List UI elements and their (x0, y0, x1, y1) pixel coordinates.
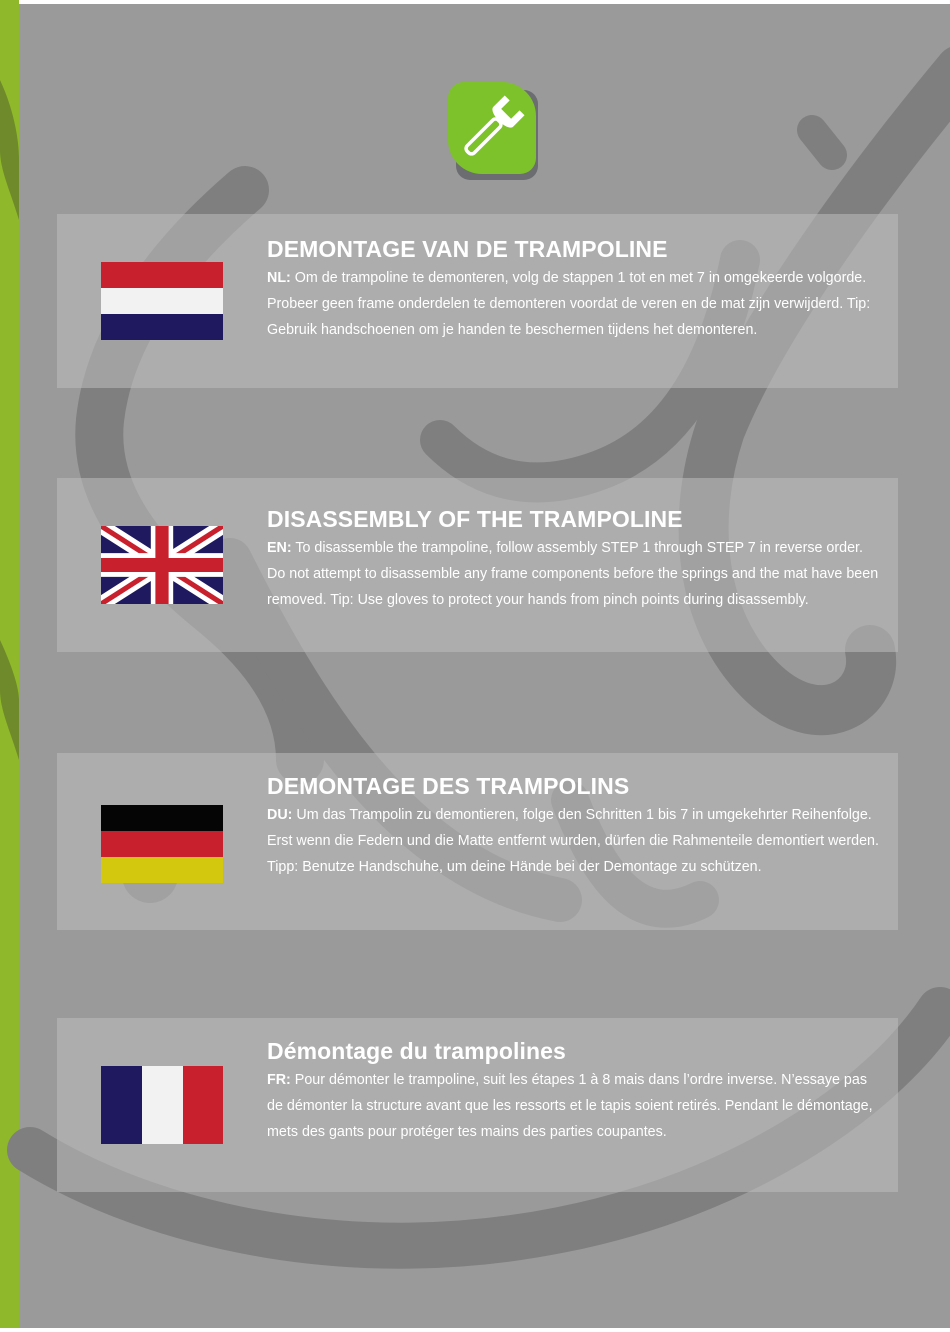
instruction-text: Um das Trampolin zu demontieren, folge den Schritten 1 bis 7 in umgekehrter Reihenfolge. Erst wenn die Federn und die Matte entfernt wurden, dürfen die Rahmenteile demontiert werden. Tipp: Benutze Handschuhe, um deine Hände bei der Demontage zu schützen. (267, 807, 879, 875)
section-fr (57, 1018, 898, 1192)
section-heading: DISASSEMBLY OF THE TRAMPOLINE (267, 506, 683, 532)
wrench-icon (448, 82, 536, 174)
language-prefix: EN: (267, 540, 292, 556)
netherlands-flag (101, 262, 223, 340)
instruction-text: Om de trampoline te demonteren, volg de stappen 1 tot en met 7 in omgekeerde volgorde. Probeer geen frame onderdelen te demonteren voordat de veren en de mat zijn verwijderd. Tip: Gebruik handschoenen om je handen te beschermen tijdens het demonteren. (267, 270, 871, 338)
instruction-text: To disassemble the trampoline, follow assembly STEP 1 through STEP 7 in reverse order. Do not attempt to disassemble any frame components before the springs and the mat have been removed. Tip: Use gloves to protect your hands from pinch points during disassembly. (267, 540, 879, 608)
section-nl (57, 214, 898, 388)
united-kingdom-flag (101, 526, 223, 604)
section-heading: DEMONTAGE VAN DE TRAMPOLINE (267, 236, 668, 262)
bottom-edge (0, 1328, 950, 1332)
language-prefix: DU: (267, 807, 293, 823)
section-text (267, 802, 885, 880)
language-prefix: FR: (267, 1072, 291, 1088)
section-en (57, 478, 898, 652)
section-heading: Démontage du trampolines (267, 1038, 566, 1064)
section-text (267, 1067, 885, 1145)
section-de (57, 753, 898, 930)
instruction-text: Pour démonter le trampoline, suit les étapes 1 à 8 mais dans l’ordre inverse. N’essaye pas de démonter la structure avant que les ressorts et le tapis soient retirés. Pendant le démontage, mets des gants pour protéger tes mains des parties coupantes. (267, 1072, 873, 1140)
language-prefix: NL: (267, 270, 291, 286)
section-heading: DEMONTAGE DES TRAMPOLINS (267, 773, 630, 799)
section-text (267, 535, 885, 613)
tool-badge-front (448, 82, 536, 174)
germany-flag (101, 805, 223, 883)
france-flag (101, 1066, 223, 1144)
tool-badge (448, 82, 540, 182)
section-text (267, 265, 885, 343)
